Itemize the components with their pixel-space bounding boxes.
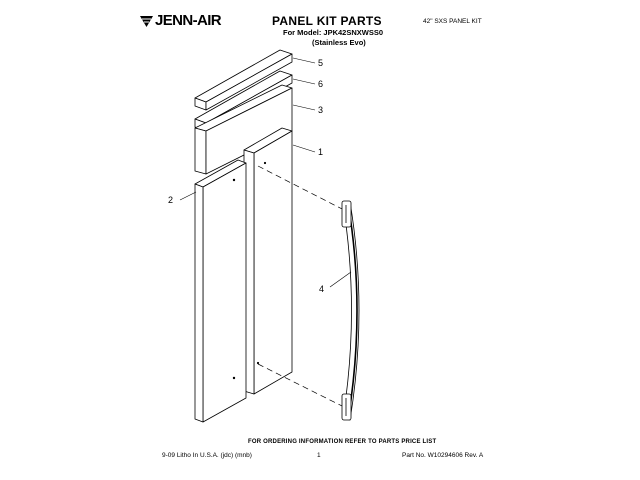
variant-label: (Stainless Evo) [312,38,366,47]
callout-5: 5 [318,58,324,68]
model-line: For Model: JPK42SNXWSS0 [283,28,384,37]
page-number: 1 [317,452,321,459]
callout-3: 3 [318,105,324,115]
kit-label: 42" SXS PANEL KIT [423,18,482,25]
brand-logo: JENN-AIR [155,12,222,29]
callout-4: 4 [319,284,325,294]
part-number: Part No. W10294606 Rev. A [402,452,484,459]
ordering-info: FOR ORDERING INFORMATION REFER TO PARTS PRICE LIST [248,439,437,445]
part-1-door-panel [244,128,292,394]
callout-1: 1 [318,147,324,157]
callout-2: 2 [168,195,174,205]
part-2-door-panel [195,160,246,422]
page-title: PANEL KIT PARTS [272,14,382,28]
callout-6: 6 [318,79,324,89]
litho-info: 9-09 Litho In U.S.A. (jdc) (mnb) [162,452,252,459]
part-4-door-handle [342,201,359,420]
